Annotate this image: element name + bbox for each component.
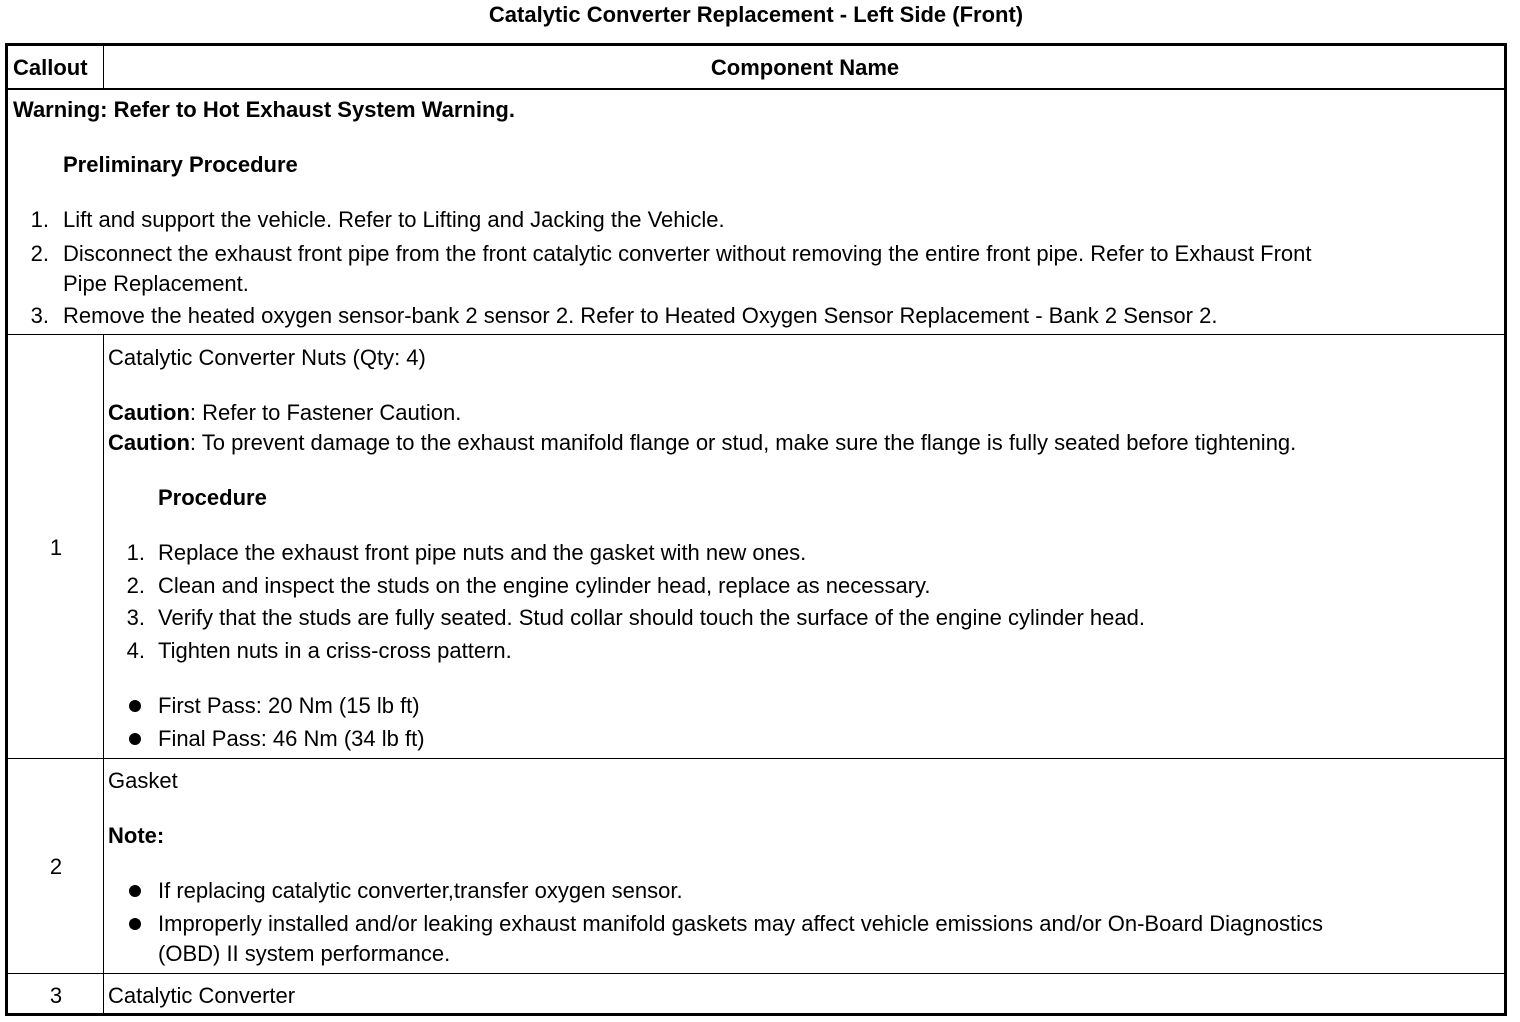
- prelim-step-text-cont: Pipe Replacement.: [63, 271, 249, 296]
- prelim-step-number: 1.: [30, 207, 49, 232]
- preliminary-heading: Preliminary Procedure: [63, 152, 298, 177]
- caution-label: Caution: [108, 430, 190, 455]
- caution-line: [108, 398, 461, 428]
- prelim-step-number: 3.: [30, 303, 49, 328]
- prelim-step-number: 2.: [30, 241, 49, 266]
- document-title: Catalytic Converter Replacement - Left Side (Front): [488, 2, 1024, 27]
- caution-line: [108, 428, 1296, 458]
- procedure-step-text: Verify that the studs are fully seated. Stud collar should touch the surface of the engine cylinder head.: [158, 605, 1145, 630]
- row-rule: [8, 973, 1504, 974]
- header-callout: Callout: [13, 55, 88, 80]
- bullet-icon: [129, 733, 141, 745]
- bullet-icon: [129, 885, 141, 897]
- note-label: Note:: [108, 823, 165, 848]
- row-divider: [103, 334, 104, 1016]
- caution-text: : To prevent damage to the exhaust manifold flange or stud, make sure the flange is fully seated before tightening.: [189, 430, 1297, 455]
- procedure-heading: Procedure: [158, 485, 267, 510]
- prelim-step-text: Remove the heated oxygen sensor-bank 2 sensor 2. Refer to Heated Oxygen Sensor Replacement - Bank 2 Sensor 2.: [63, 303, 1218, 328]
- prelim-step-text: Lift and support the vehicle. Refer to Lifting and Jacking the Vehicle.: [63, 207, 725, 232]
- procedure-step-text: Replace the exhaust front pipe nuts and the gasket with new ones.: [158, 540, 807, 565]
- note-bullet-text: If replacing catalytic converter,transfer oxygen sensor.: [158, 878, 683, 903]
- procedure-step-number: 1.: [126, 540, 145, 565]
- prelim-step-text: Disconnect the exhaust front pipe from the front catalytic converter without removing the entire front pipe. Refer to Exhaust Front: [63, 241, 1312, 266]
- bullet-icon: [129, 700, 141, 712]
- component-name: Catalytic Converter Nuts (Qty: 4): [108, 345, 426, 370]
- row-rule: [8, 758, 1504, 759]
- row-rule: [8, 334, 1504, 335]
- component-name: Gasket: [108, 768, 178, 793]
- warning-text: Warning: Refer to Hot Exhaust System Warning.: [13, 97, 515, 122]
- torque-bullet-text: Final Pass: 46 Nm (34 lb ft): [158, 726, 425, 751]
- caution-text: : Refer to Fastener Caution.: [189, 400, 462, 425]
- callout-number: 2: [49, 854, 63, 879]
- torque-bullet-text: First Pass: 20 Nm (15 lb ft): [158, 693, 420, 718]
- header-rule: [8, 88, 1504, 90]
- bullet-icon: [129, 918, 141, 930]
- component-table: [5, 43, 1507, 1016]
- procedure-step-text: Clean and inspect the studs on the engine cylinder head, replace as necessary.: [158, 573, 931, 598]
- procedure-step-text: Tighten nuts in a criss-cross pattern.: [158, 638, 512, 663]
- note-bullet-text-cont: (OBD) II system performance.: [158, 941, 451, 966]
- header-component-name: Component Name: [710, 55, 900, 80]
- procedure-step-number: 3.: [126, 605, 145, 630]
- procedure-step-number: 4.: [126, 638, 145, 663]
- callout-number: 1: [49, 535, 63, 560]
- callout-number: 3: [49, 983, 63, 1008]
- header-divider: [103, 46, 104, 88]
- note-bullet-text: Improperly installed and/or leaking exhaust manifold gaskets may affect vehicle emissions and/or On-Board Diagnostics: [158, 911, 1323, 936]
- caution-label: Caution: [108, 400, 190, 425]
- procedure-step-number: 2.: [126, 573, 145, 598]
- component-name: Catalytic Converter: [108, 983, 296, 1008]
